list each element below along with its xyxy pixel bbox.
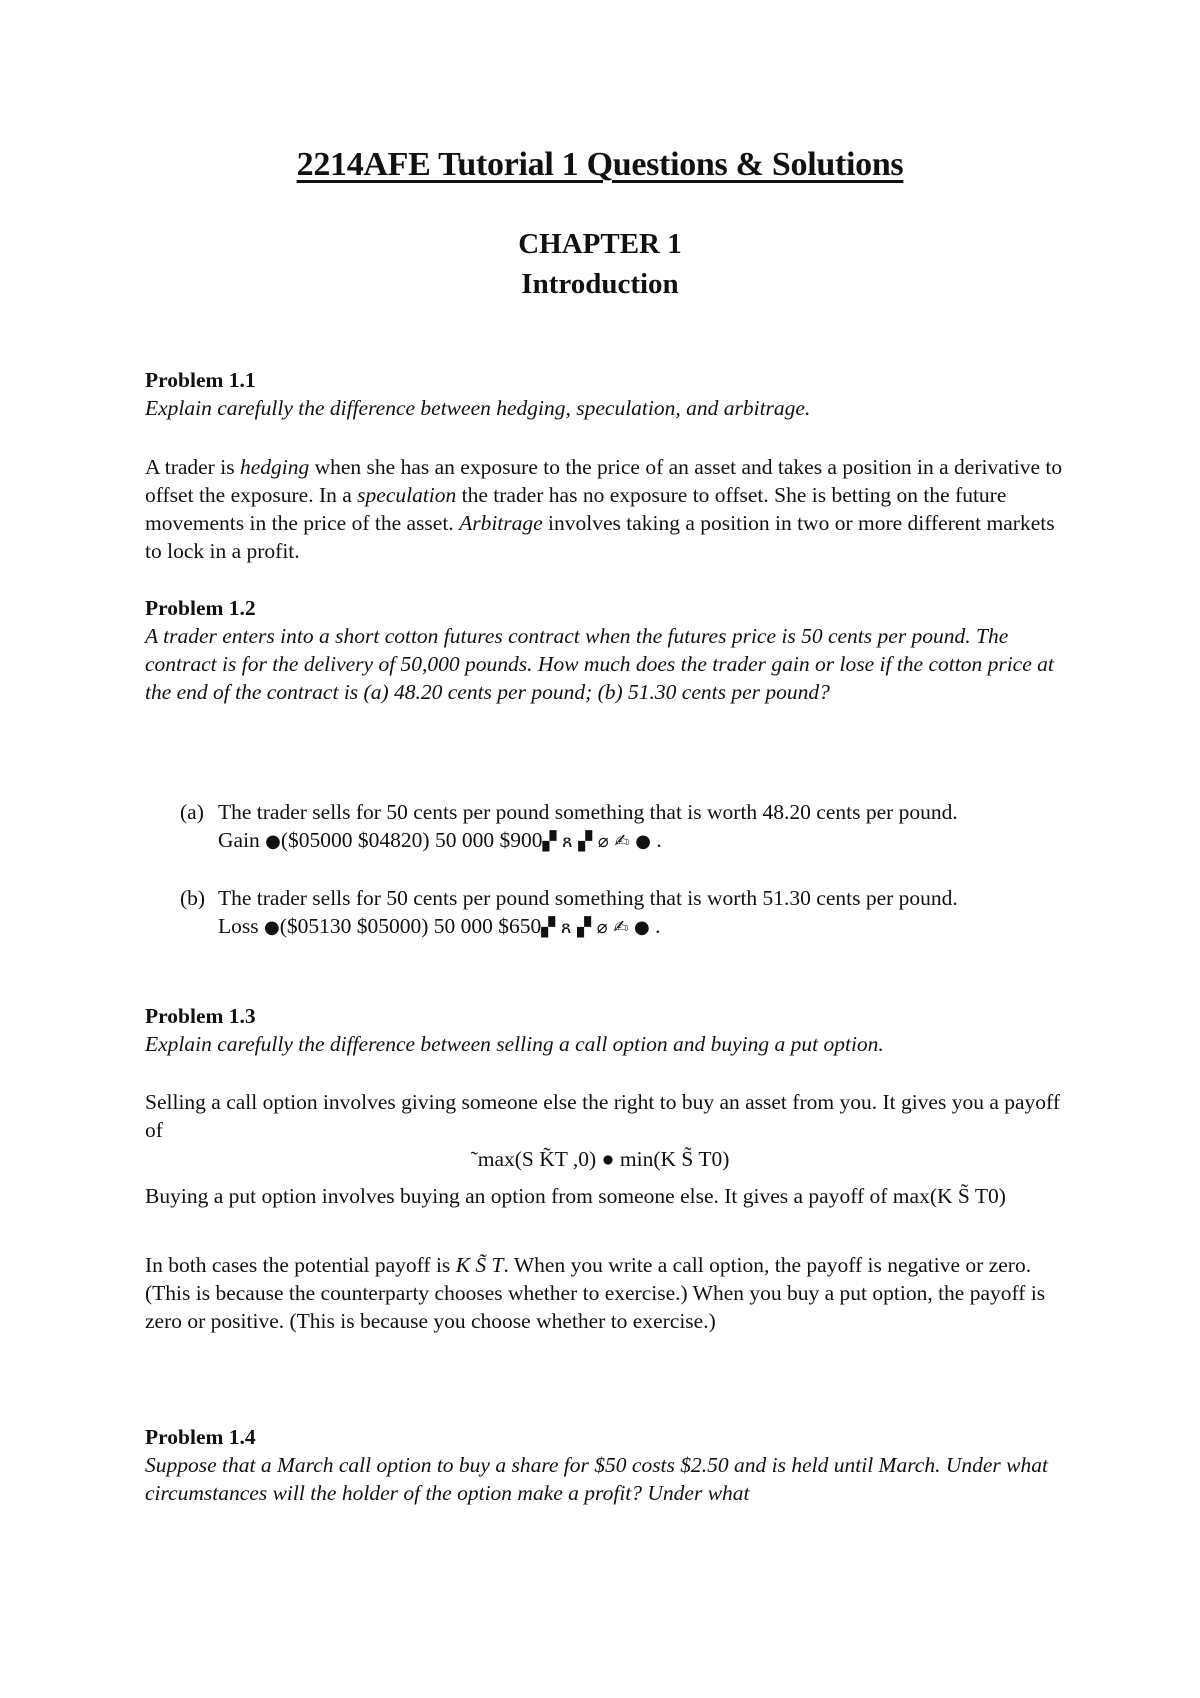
problem-1-1-answer <box>145 453 1065 565</box>
calc-word: Gain <box>218 828 260 852</box>
answer-text: when she has an exposure to the price of an asset and takes a position in a derivative to offset the exposure. In a <box>145 455 1063 507</box>
problem-heading: Problem 1.3 <box>145 1004 256 1028</box>
answer-put: Buying a put option involves buying an option from someone else. It gives a payoff of max(K S̃ T0) <box>145 1184 1006 1208</box>
calc-word: Loss <box>218 914 259 938</box>
part-label: (b) <box>180 886 206 910</box>
term-arbitrage: Arbitrage <box>459 511 543 535</box>
part-a <box>180 798 1070 856</box>
problem-question: Explain carefully the difference between selling a call option and buying a put option. <box>145 1032 884 1056</box>
bullet-symbol: ● <box>264 917 280 938</box>
problem-heading: Problem 1.1 <box>145 368 256 392</box>
problem-1-1 <box>145 366 1065 422</box>
chapter-label: CHAPTER 1 <box>518 228 682 260</box>
garbled-glyphs: ▞ ጸ ▞ ⌀ ✍ ● <box>542 831 651 852</box>
bullet-symbol: ● <box>265 831 281 852</box>
answer-text: A trader is <box>145 455 240 479</box>
term-hedging: hedging <box>239 455 310 479</box>
answer-text: . When you write a call option, the payoff is negative or zero. (This is because the counterparty chooses whether to exercise.) When you buy a put option, the payoff is zero or positive. (This is because you choose whether to exercise.) <box>145 1253 1046 1333</box>
problem-question: A trader enters into a short cotton futures contract when the futures price is 50 cents per pound. The contract is for the delivery of 50,000 pounds. How much does the trader gain or lose if the cotton price at the end of the contract is (a) 48.20 cents per pound; (b) 51.30 cents per pound? <box>145 624 1054 704</box>
chapter-title: Introduction <box>521 268 679 300</box>
payoff-expression: K S̃ T <box>455 1253 504 1277</box>
problem-1-3 <box>145 1002 1065 1058</box>
problem-heading: Problem 1.2 <box>145 596 256 620</box>
answer-text: involves taking a position in two or more different markets to lock in a profit. <box>145 511 1055 563</box>
calc-end: . <box>656 828 662 852</box>
part-text: The trader sells for 50 cents per pound something that is worth 48.20 cents per pound. <box>218 800 958 824</box>
term-speculation: speculation <box>357 483 457 507</box>
garbled-glyphs: ▞ ጸ ▞ ⌀ ✍ ● <box>541 917 650 938</box>
problem-question: Suppose that a March call option to buy a share for $50 costs $2.50 and is held until March. Under what circumstances will the holder of the option make a profit? Under what <box>145 1453 1048 1505</box>
answer-call: Selling a call option involves giving someone else the right to buy an asset from you. It gives you a payoff of <box>145 1090 1060 1142</box>
problem-heading: Problem 1.4 <box>145 1425 256 1449</box>
document-title: 2214AFE Tutorial 1 Questions & Solutions <box>296 146 904 183</box>
payoff-formula: ˜max(S K̃T ,0) ● min(K S̃ T0) <box>470 1147 730 1171</box>
part-label: (a) <box>180 800 204 824</box>
answer-text: In both cases the potential payoff is <box>145 1253 456 1277</box>
calc-expression: ($05000 $04820) 50 000 $900 <box>280 828 543 852</box>
problem-1-2 <box>145 594 1065 706</box>
part-b <box>180 884 1070 942</box>
calc-expression: ($05130 $05000) 50 000 $650 <box>279 914 542 938</box>
problem-question: Explain carefully the difference between hedging, speculation, and arbitrage. <box>145 396 811 420</box>
answer-both <box>145 1251 1065 1335</box>
answer-text: the trader has no exposure to offset. She is betting on the future movements in the price of the asset. <box>145 483 1007 535</box>
problem-1-4 <box>145 1423 1065 1507</box>
part-text: The trader sells for 50 cents per pound something that is worth 51.30 cents per pound. <box>218 886 958 910</box>
calc-end: . <box>655 914 661 938</box>
